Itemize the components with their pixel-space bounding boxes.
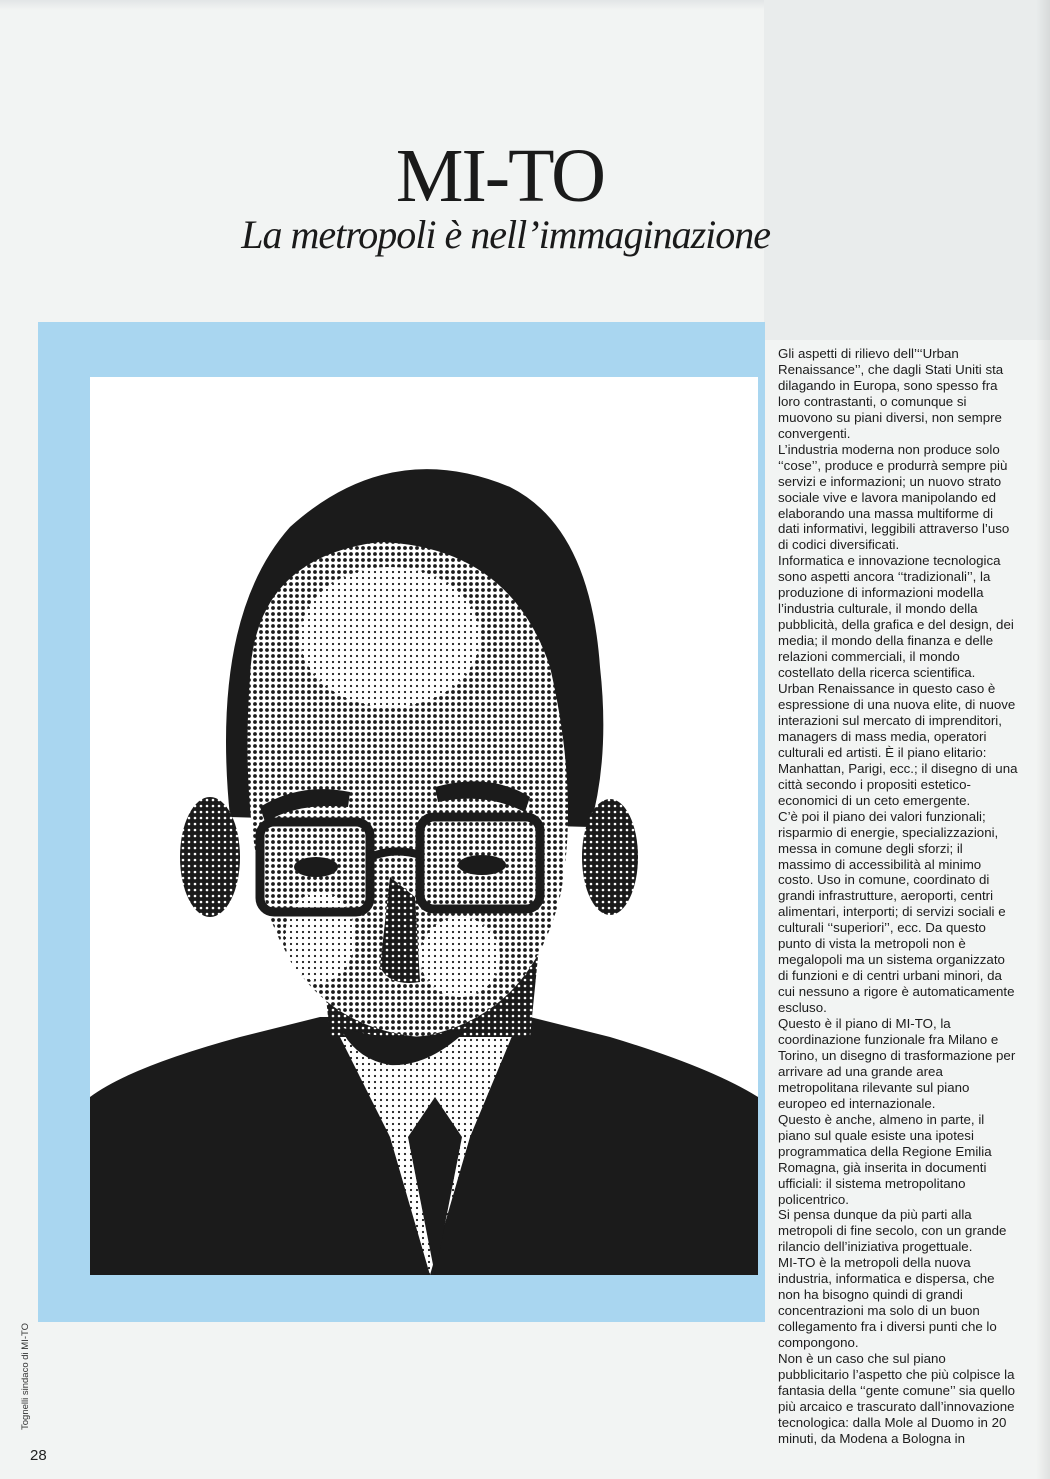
portrait-photo bbox=[90, 377, 758, 1275]
body-paragraph: L’industria moderna non produce solo ‘‘cose’’, produce e produrrà sempre più servizi e informazioni; un nuovo strato sociale vive e lavora manipolando ed elaborando una massa multiforme di dati informativi, leggibili attraverso l’uso di codici diversificati. bbox=[778, 441, 1010, 553]
page-gutter-shadow bbox=[1036, 0, 1050, 1479]
photo-caption: Tognelli sindaco di MI-TO bbox=[20, 1322, 31, 1430]
body-paragraph: Gli aspetti di rilievo dell’‘‘Urban Renaissance’’, che dagli Stati Uniti sta dilagando in Europa, sono spesso fra loro contrastanti, o comunque si muovono su piani diversi, non sempre convergenti. bbox=[778, 346, 1004, 441]
article-subtitle: La metropoli è nell’immaginazione bbox=[241, 212, 770, 257]
body-paragraph: Si pensa dunque da più parti alla metropoli di fine secolo, con un grande rilancio dell’iniziativa progettuale. bbox=[778, 1207, 1007, 1255]
body-paragraph: Informatica e innovazione tecnologica sono aspetti ancora ‘‘tradizionali’’, la produzione di informazioni modella l’industria culturale, il mondo della pubblicità, della grafica e del design, dei media; il mondo della finanza e delle relazioni commerciali, il mondo costellato della ricerca scientifica. bbox=[778, 553, 1014, 681]
body-paragraph: Urban Renaissance in questo caso è espressione di una nuova elite, di nuove interazioni sul mercato di imprenditori, managers di mass media, operatori culturali ed artisti. È il piano elitario: Manhattan, Parigi, ecc.; il disegno di una città secondo i propositi estetico-economici di un ceto emergente. bbox=[778, 681, 1018, 808]
article-body bbox=[778, 346, 1018, 1447]
body-paragraph: Non è un caso che sul piano pubblicitario l’aspetto che più colpisce la fantasia della ‘‘gente comune’’ sia quello più arcaico e trascurato dall’innovazione tecnologica: dalla Mole al Duomo in 20 minuti, da Modena a Bologna in bbox=[778, 1351, 1016, 1446]
body-paragraph: MI-TO è la metropoli della nuova industria, informatica e dispersa, che non ha bisogno quindi di grandi concentrazioni ma solo di un buon collegamento fra i diversi punti che lo compongono. bbox=[778, 1255, 997, 1351]
body-paragraph: Questo è il piano di MI-TO, la coordinazione funzionale fra Milano e Torino, un disegno di trasformazione per arrivare ad una grande area metropolitana rilevante sul piano europeo ed internazionale. bbox=[778, 1016, 1016, 1111]
body-paragraph: C’è poi il piano dei valori funzionali; risparmio di energie, specializzazioni, messa in comune degli sforzi; il massimo di accessibilità al minimo costo. Uso in comune, coordinato di grandi infrastrutture, aeroporti, centri alimentari, interporti; di servizi sociali e culturali ‘‘superiori’’, ecc. Da questo punto di vista la metropoli non è megalopoli ma un sistema organizzato di funzioni e di centri urbani minori, da cui nessuno a rigore è automaticamente escluso. bbox=[778, 808, 1015, 1016]
page-number: 28 bbox=[30, 1447, 47, 1464]
halftone-portrait-illustration bbox=[90, 377, 758, 1275]
facing-page-showthrough bbox=[764, 0, 1050, 340]
article-title: MI-TO bbox=[395, 134, 605, 218]
body-paragraph: Questo è anche, almeno in parte, il piano sul quale esiste una ipotesi programmatica della Regione Emilia Romagna, già inserita in documenti ufficiali: il sistema metropolitano policentrico. bbox=[778, 1111, 992, 1207]
